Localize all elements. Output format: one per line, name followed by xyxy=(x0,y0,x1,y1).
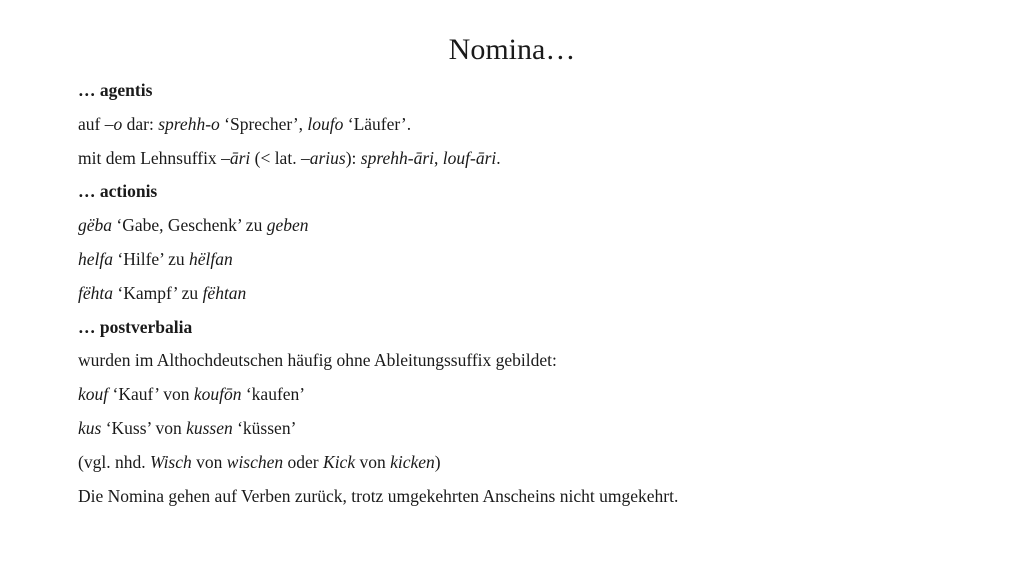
text-line xyxy=(78,211,978,245)
text-line xyxy=(78,245,978,279)
text-segment: … agentis xyxy=(78,80,153,100)
italic-term: hëlfan xyxy=(188,248,233,269)
text-segment: , xyxy=(434,147,443,168)
text-segment: auf xyxy=(78,113,105,134)
italic-term: –āri xyxy=(221,147,251,168)
text-segment: … postverbalia xyxy=(78,316,193,337)
italic-term: kussen xyxy=(186,417,233,438)
italic-term: fëhta xyxy=(78,282,113,303)
text-segment: ) xyxy=(434,451,441,472)
text-segment: von xyxy=(355,451,391,472)
italic-term: geben xyxy=(266,215,309,236)
text-segment: ‘Kauf’ von xyxy=(108,384,194,405)
italic-term: Kick xyxy=(323,451,356,472)
text-segment: ‘Sprecher’, xyxy=(219,113,308,134)
text-segment: ‘küssen’ xyxy=(232,417,297,438)
text-line xyxy=(78,144,978,178)
text-line xyxy=(78,110,978,144)
slide-body xyxy=(78,76,978,515)
italic-term: louf-āri xyxy=(442,147,497,168)
italic-term: koufōn xyxy=(193,384,242,405)
italic-term: fëhtan xyxy=(202,282,247,303)
text-segment: ‘Kuss’ von xyxy=(101,417,187,438)
text-segment: ‘Kampf’ zu xyxy=(113,282,203,303)
section-heading xyxy=(78,177,978,211)
italic-term: helfa xyxy=(78,248,113,269)
text-segment: (vgl. nhd. xyxy=(78,451,150,472)
text-segment: ): xyxy=(345,147,361,168)
text-segment: ‘Hilfe’ zu xyxy=(113,248,189,269)
text-segment: (< lat. xyxy=(250,147,301,168)
italic-term: sprehh-o xyxy=(158,113,220,134)
text-segment: wurden im Althochdeutschen häufig ohne Ableitungssuffix gebildet: xyxy=(78,350,557,371)
italic-term: –o xyxy=(104,113,123,134)
text-segment: ‘Läufer’. xyxy=(343,113,412,134)
text-segment: … actionis xyxy=(78,181,158,202)
text-segment: oder xyxy=(283,451,324,472)
italic-term: kus xyxy=(78,417,102,438)
italic-term: loufo xyxy=(307,113,344,134)
text-segment: mit dem Lehnsuffix xyxy=(78,147,222,168)
text-line xyxy=(78,346,978,380)
text-segment: ‘Gabe, Geschenk’ zu xyxy=(112,215,267,236)
section-heading xyxy=(78,313,978,347)
italic-term: sprehh-āri xyxy=(360,147,435,168)
text-segment: Die Nomina gehen auf Verben zurück, trotz umgekehrten Anscheins nicht umgekehrt. xyxy=(78,485,679,506)
italic-term: gëba xyxy=(78,215,113,236)
italic-term: wischen xyxy=(226,451,284,472)
text-segment: von xyxy=(191,451,227,472)
text-line xyxy=(78,414,978,448)
italic-term: kicken xyxy=(390,451,435,472)
text-line xyxy=(78,448,978,482)
section-heading xyxy=(78,76,978,110)
italic-term: –arius xyxy=(300,147,346,168)
text-segment: dar: xyxy=(122,113,159,134)
italic-term: kouf xyxy=(78,384,109,405)
text-line xyxy=(78,380,978,414)
text-line xyxy=(78,482,978,516)
slide-title: Nomina… xyxy=(448,33,576,66)
text-line xyxy=(78,279,978,313)
text-segment: ‘kaufen’ xyxy=(241,384,306,405)
italic-term: Wisch xyxy=(149,451,192,472)
text-segment: . xyxy=(496,147,501,168)
